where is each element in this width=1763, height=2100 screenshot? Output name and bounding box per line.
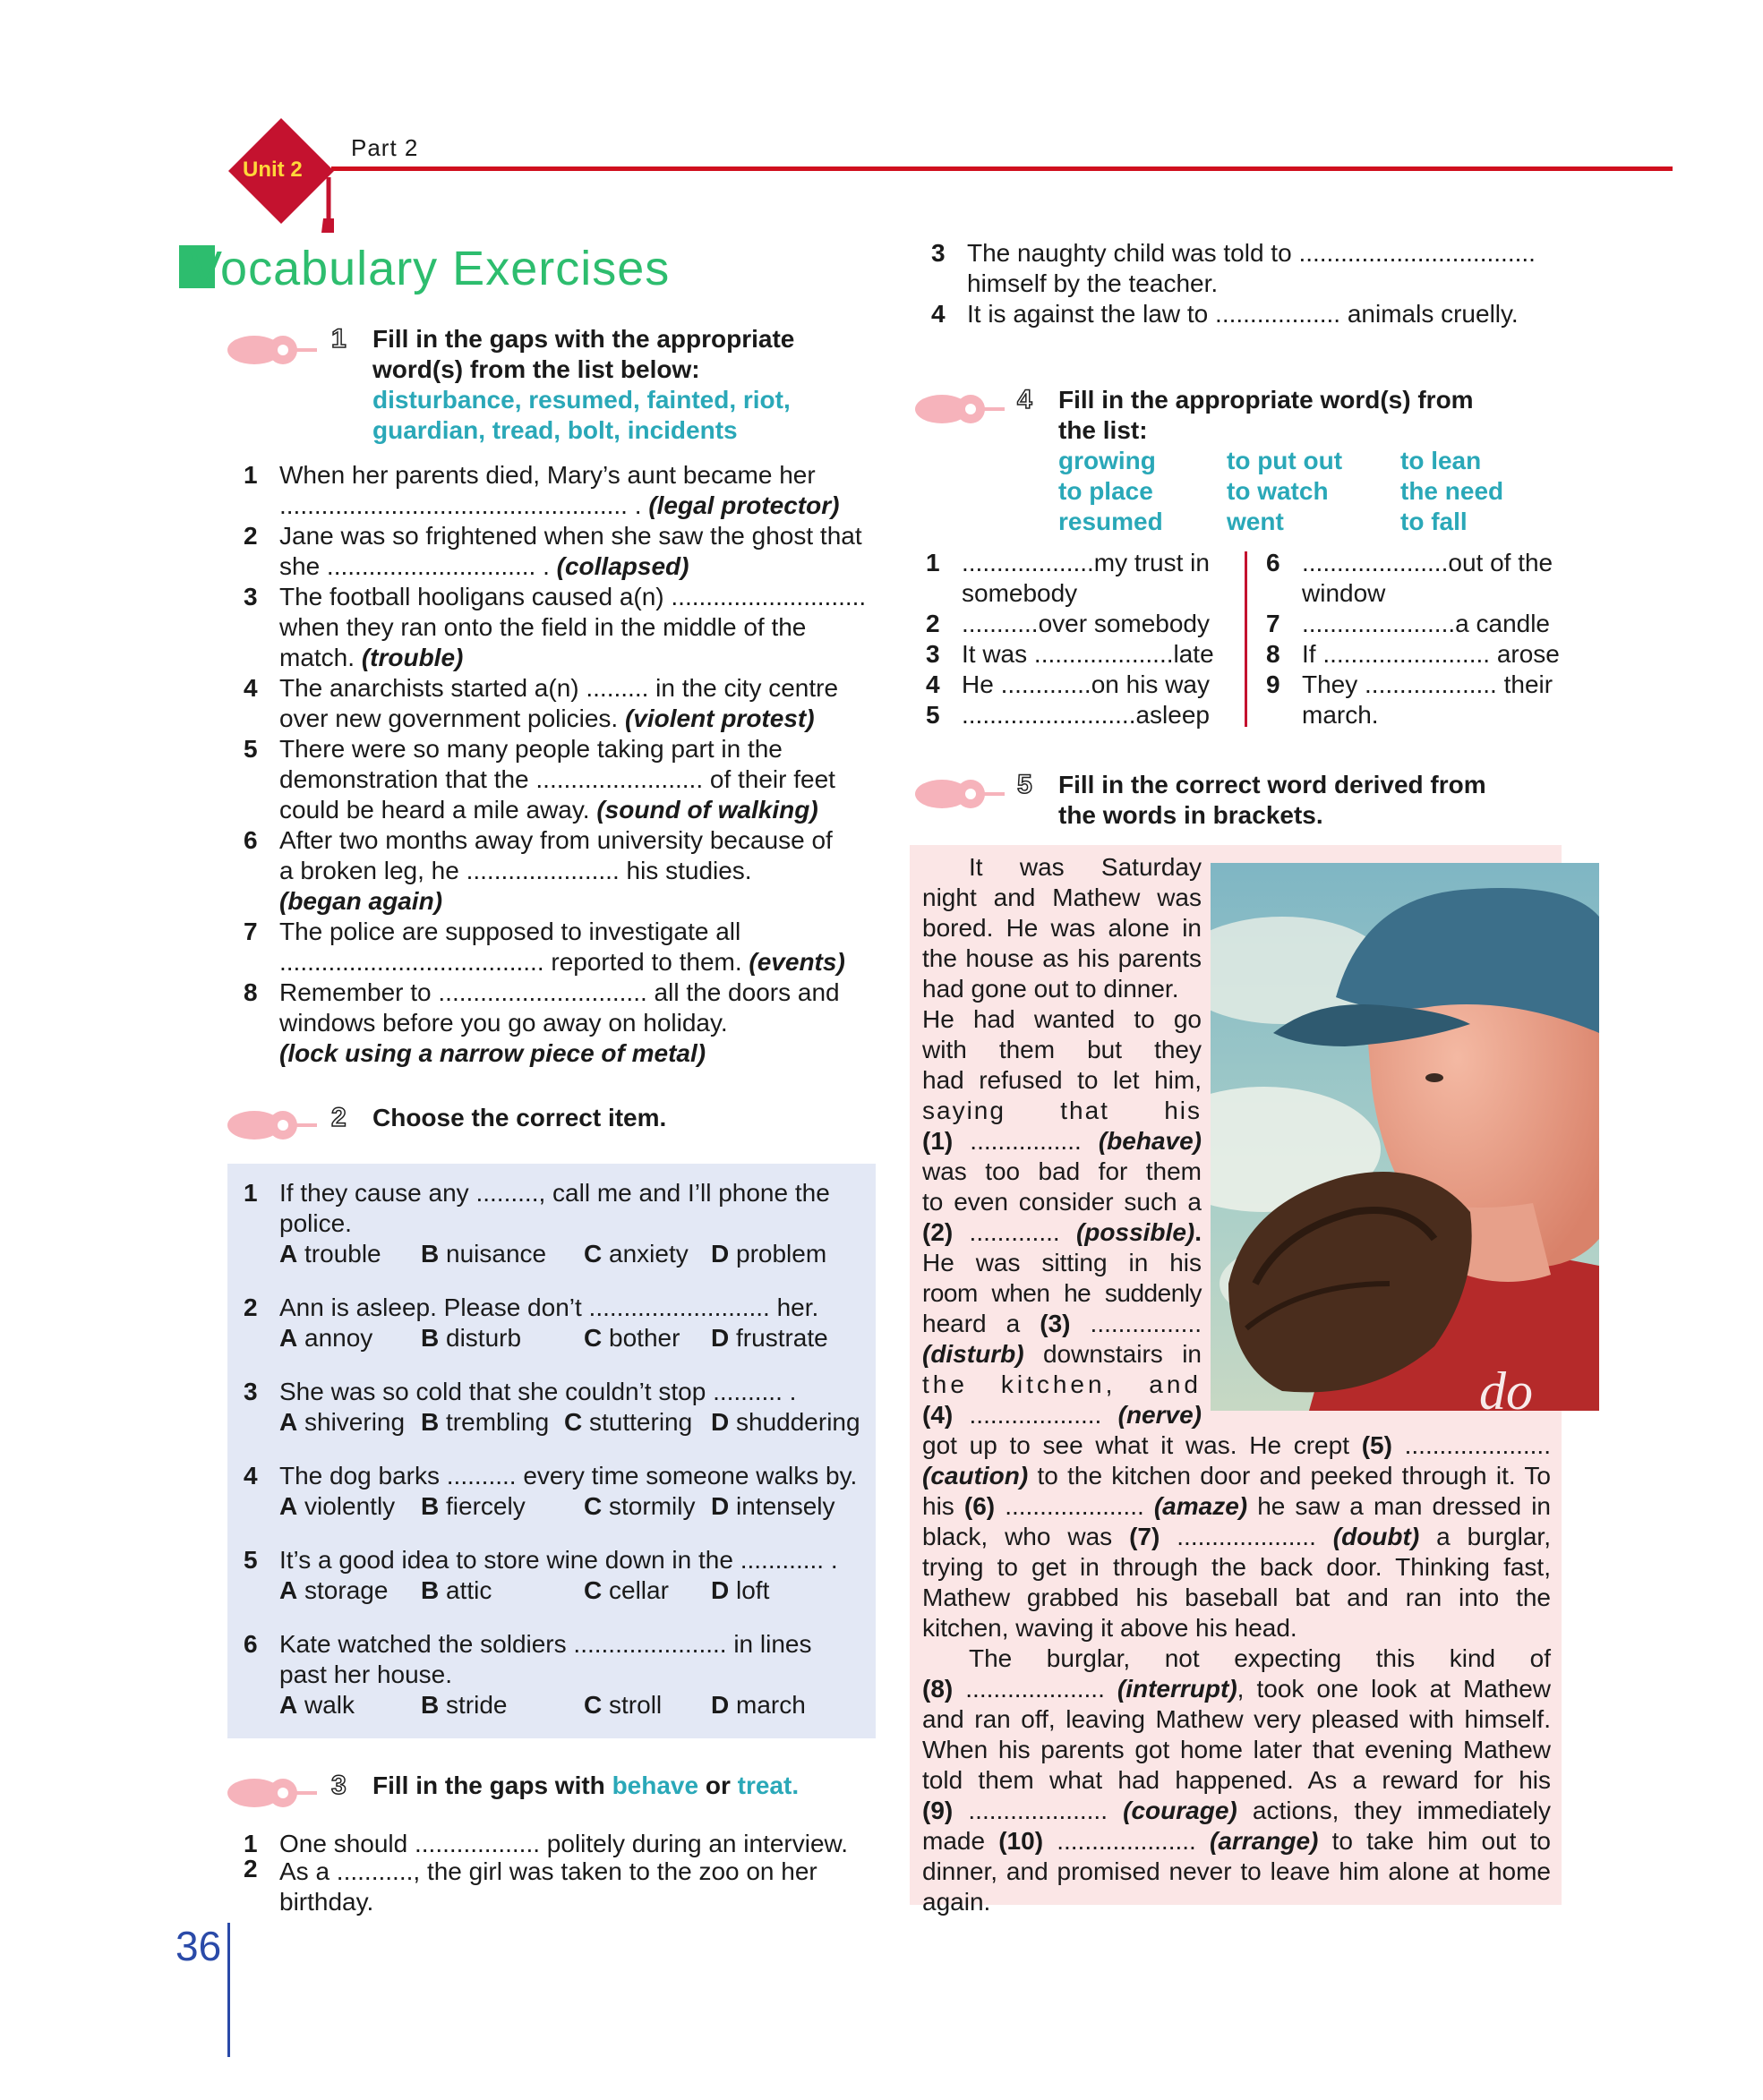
- story-line: [922, 1826, 1551, 1857]
- word: went: [1227, 508, 1284, 535]
- exercise-4-header: [1017, 385, 1474, 446]
- gap-hint: (disturb): [922, 1340, 1024, 1368]
- gap-number: (3): [1040, 1310, 1071, 1337]
- item-question: past her house.: [279, 1660, 453, 1688]
- option-letter: B: [421, 1691, 440, 1719]
- story-line: [922, 1491, 1551, 1522]
- item-number: 7: [244, 918, 258, 945]
- gap-hint: (interrupt): [1104, 1675, 1237, 1703]
- item-text: over new government policies.: [279, 704, 619, 732]
- option-text: fiercely: [446, 1492, 526, 1520]
- story-text: actions, they immediately: [1237, 1797, 1551, 1824]
- list-item: [244, 917, 877, 977]
- exercise-5-instruction-1: Fill in the correct word derived from: [1058, 771, 1486, 798]
- gap-hint: (nerve): [1101, 1401, 1202, 1429]
- story-line: the kitchen, and: [922, 1370, 1202, 1398]
- option-letter: A: [279, 1691, 298, 1719]
- option-text: cellar: [609, 1576, 669, 1604]
- word-row: [1058, 446, 1560, 476]
- list-item: [244, 582, 877, 673]
- header-rule: [331, 166, 1673, 171]
- exercise-1-list-2: guardian, tread, bolt, incidents: [372, 416, 738, 444]
- gap-hint: (courage): [1107, 1797, 1237, 1824]
- gap-dots: ....................: [1043, 1827, 1196, 1855]
- story-line: [922, 1430, 1551, 1461]
- page-number: 36: [175, 1923, 222, 1969]
- option-text: walk: [304, 1691, 355, 1719]
- item-hint: (began again): [279, 887, 443, 915]
- gap-number: (7): [1129, 1523, 1160, 1550]
- story-text: heard a: [922, 1310, 1040, 1337]
- list-item: [1266, 670, 1570, 730]
- item-text: windows before you go away on holiday.: [279, 1009, 728, 1037]
- option-text: trouble: [304, 1240, 381, 1268]
- exercise-4-instruction-1: Fill in the appropriate word(s) from: [1058, 386, 1474, 414]
- word-row: [1058, 507, 1560, 537]
- story-line: told them what had happened. As a reward for his: [922, 1766, 1551, 1794]
- item-number: 5: [244, 735, 258, 763]
- word: to place: [1058, 477, 1153, 505]
- option-letter: C: [584, 1576, 603, 1604]
- gap-number: (6): [963, 1492, 996, 1520]
- gap-dots: ....................: [953, 1797, 1108, 1824]
- list-item: [926, 639, 1225, 670]
- story-line: saying that his: [922, 1097, 1202, 1124]
- item-hint: (sound of walking): [596, 796, 818, 824]
- option-letter: D: [711, 1576, 730, 1604]
- page-title: Vocabulary Exercises: [190, 242, 671, 295]
- list-item: [244, 1545, 861, 1606]
- story-line: [922, 1522, 1551, 1552]
- option-letter: A: [279, 1492, 298, 1520]
- item-text: demonstration that the ........................ of their feet: [279, 765, 835, 793]
- item-question: police.: [279, 1209, 352, 1237]
- story-wide-column: [922, 1430, 1551, 1917]
- option-letter: B: [421, 1576, 440, 1604]
- list-item: [244, 1857, 877, 1917]
- item-number: 2: [244, 522, 258, 550]
- punctuation: .: [1194, 1218, 1202, 1246]
- unit-label: Unit 2: [243, 158, 303, 182]
- item-text: she .............................. .: [279, 552, 550, 580]
- item-text: The naughty child was told to ..................................: [967, 239, 1536, 267]
- list-item: [926, 548, 1225, 609]
- exercise-1-marker: [227, 328, 317, 377]
- option-letter: C: [584, 1324, 603, 1352]
- item-number: 4: [926, 670, 940, 698]
- exercise-3-word-1: behave: [612, 1771, 699, 1799]
- story-line: [922, 1339, 1202, 1370]
- story-line: dinner, and promised never to leave him alone at home: [922, 1857, 1551, 1885]
- word: to lean: [1400, 447, 1482, 474]
- item-text: When her parents died, Mary’s aunt became her: [279, 461, 816, 489]
- gap-dots: .............: [953, 1218, 1060, 1246]
- item-text: It was ....................late: [962, 640, 1214, 668]
- list-item: [244, 673, 877, 734]
- option-letter: A: [279, 1408, 298, 1436]
- item-text: Remember to .............................. all the doors and: [279, 978, 840, 1006]
- gap-hint: (caution): [922, 1462, 1029, 1490]
- story-line: The burglar, not expecting this kind of: [969, 1644, 1551, 1672]
- option-text: stride: [446, 1691, 508, 1719]
- option-letter: A: [279, 1240, 298, 1268]
- item-text: The anarchists started a(n) ......... in the city centre: [279, 674, 839, 702]
- option-letter: B: [421, 1492, 440, 1520]
- story-narrow-column: [922, 852, 1202, 1430]
- option-text: problem: [736, 1240, 827, 1268]
- unit-badge: [228, 118, 334, 224]
- item-question: It’s a good idea to store wine down in the ............ .: [279, 1546, 838, 1574]
- story-line: bored. He was alone in: [922, 914, 1202, 942]
- story-line: to even consider such a: [922, 1188, 1202, 1216]
- exercise-3-instruction: Fill in the gaps with: [372, 1771, 605, 1799]
- exercise-3-header: [331, 1771, 799, 1801]
- item-number: 1: [926, 549, 940, 576]
- story-line: When his parents got home later that evening Mathew: [922, 1736, 1551, 1763]
- story-line: with them but they: [922, 1036, 1202, 1063]
- list-item: [931, 238, 1576, 299]
- item-text: .....................out of the: [1302, 549, 1553, 576]
- item-text: One should .................. politely during an interview.: [279, 1830, 848, 1857]
- item-hint: (violent protest): [624, 704, 815, 732]
- story-line: [922, 1400, 1202, 1430]
- exercise-5-header: [1017, 770, 1486, 831]
- option-letter: C: [584, 1691, 603, 1719]
- gap-hint: (arrange): [1195, 1827, 1319, 1855]
- item-text: ...................my trust in: [962, 549, 1210, 576]
- item-number: 3: [931, 239, 946, 267]
- story-text: downstairs in: [1023, 1340, 1202, 1368]
- item-number: 4: [931, 300, 946, 328]
- story-text: his: [922, 1492, 964, 1520]
- list-item: [244, 977, 877, 1069]
- exercise-1-items: [244, 460, 877, 1069]
- item-question: Kate watched the soldiers ...................... in lines: [279, 1630, 812, 1658]
- option-text: stormily: [609, 1492, 696, 1520]
- gap-dots: ....................: [995, 1492, 1144, 1520]
- option-text: bother: [609, 1324, 680, 1352]
- gap-dots: ................: [1070, 1310, 1202, 1337]
- option-text: march: [736, 1691, 806, 1719]
- list-item: [1266, 639, 1570, 670]
- list-item: [244, 1293, 861, 1353]
- page-number-rule: [227, 1923, 230, 2057]
- option-text: anxiety: [609, 1240, 689, 1268]
- item-question: The dog barks .......... every time someone walks by.: [279, 1462, 858, 1490]
- list-item: [244, 1377, 861, 1438]
- item-text: There were so many people taking part in the: [279, 735, 783, 763]
- option-text: shivering: [304, 1408, 406, 1436]
- item-number: 4: [244, 674, 258, 702]
- list-item: [1266, 609, 1570, 639]
- story-text: , took one look at Mathew: [1237, 1675, 1552, 1703]
- item-text: march.: [1302, 701, 1379, 729]
- word: resumed: [1058, 508, 1163, 535]
- story-line: and ran off, leaving Mathew very pleased with himself.: [922, 1705, 1551, 1733]
- item-options: [279, 1690, 861, 1720]
- exercise-5-marker: [915, 772, 1005, 821]
- gap-hint: (behave): [1081, 1127, 1202, 1155]
- story-line: had gone out to dinner.: [922, 975, 1179, 1003]
- story-line: It was Saturday: [969, 853, 1202, 881]
- item-number: 3: [244, 1378, 258, 1405]
- option-letter: B: [421, 1408, 440, 1436]
- item-hint: (collapsed): [556, 552, 689, 580]
- option-letter: D: [711, 1492, 730, 1520]
- exercise-1-instruction-2: word(s) from the list below:: [372, 355, 700, 383]
- item-text: ...................................... reported to them.: [279, 948, 742, 976]
- exercise-2-header: [331, 1103, 666, 1133]
- story-line: [922, 1217, 1202, 1248]
- item-question: She was so cold that she couldn’t stop .......... .: [279, 1378, 797, 1405]
- exercise-2-items: [244, 1178, 861, 1720]
- gap-number: (10): [998, 1827, 1044, 1855]
- story-line: the house as his parents: [922, 944, 1202, 972]
- option-letter: B: [421, 1324, 440, 1352]
- exercise-2-marker: [227, 1103, 317, 1152]
- exercise-4-marker: [915, 387, 1005, 436]
- item-number: 2: [244, 1855, 258, 1882]
- item-options: [279, 1407, 861, 1438]
- part-label: Part 2: [351, 134, 419, 161]
- item-text: If ........................ arose: [1302, 640, 1560, 668]
- item-number: 3: [926, 640, 940, 668]
- item-number: 9: [1266, 670, 1280, 698]
- story-line: Mathew grabbed his baseball bat and ran into the: [922, 1584, 1551, 1611]
- option-text: trembling: [446, 1408, 550, 1436]
- word: to put out: [1227, 447, 1343, 474]
- boy-with-baseball-glove-photo: [1211, 863, 1599, 1411]
- exercise-5-instruction-2: the words in brackets.: [1058, 801, 1323, 829]
- item-number: 4: [244, 1462, 258, 1490]
- gap-dots: ....................: [1160, 1523, 1316, 1550]
- item-text: match.: [279, 644, 355, 671]
- exercise-3-number: 3: [331, 1771, 347, 1800]
- list-item: [244, 1629, 861, 1720]
- gap-number: (1): [922, 1127, 954, 1155]
- option-letter: D: [711, 1691, 730, 1719]
- item-text: somebody: [962, 579, 1078, 607]
- story-line: trying to get in through the back door. Thinking fast,: [922, 1553, 1551, 1581]
- item-text: He .............on his way: [962, 670, 1210, 698]
- exercise-2-instruction: Choose the correct item.: [372, 1104, 667, 1131]
- exercise-3-items-left: [244, 1831, 877, 1917]
- item-number: 6: [244, 826, 258, 854]
- option-text: attic: [446, 1576, 492, 1604]
- option-text: shuddering: [736, 1408, 860, 1436]
- story-line: [922, 1674, 1551, 1704]
- item-hint: (lock using a narrow piece of metal): [279, 1039, 706, 1067]
- item-text: The football hooligans caused a(n) ............................: [279, 583, 867, 610]
- story-line: had refused to let him,: [922, 1066, 1202, 1094]
- svg-text:do: do: [1479, 1362, 1533, 1411]
- option-text: storage: [304, 1576, 389, 1604]
- exercise-3-items-right: [931, 238, 1576, 329]
- item-options: [279, 1239, 861, 1269]
- list-item: [926, 670, 1225, 700]
- item-number: 5: [926, 701, 940, 729]
- gap-number: (2): [922, 1218, 954, 1246]
- list-item: [926, 609, 1225, 639]
- exercise-1-list-1: disturbance, resumed, fainted, riot,: [372, 386, 791, 414]
- item-question: Ann is asleep. Please don’t .......................... her.: [279, 1293, 819, 1321]
- list-item: [1266, 548, 1570, 609]
- option-text: frustrate: [736, 1324, 828, 1352]
- item-options: [279, 1491, 861, 1522]
- gap-dots: ....................: [953, 1675, 1105, 1703]
- item-text: It is against the law to .................. animals cruelly.: [967, 300, 1519, 328]
- story-line: kitchen, waving it above his head.: [922, 1614, 1297, 1642]
- gap-dots: ................: [953, 1127, 1082, 1155]
- gap-hint: (amaze): [1143, 1492, 1248, 1520]
- item-hint: (trouble): [361, 644, 464, 671]
- item-text: ......................a candle: [1302, 610, 1551, 637]
- word-row: [1058, 476, 1560, 507]
- list-item: [244, 1461, 861, 1522]
- story-text: he saw a man dressed in: [1247, 1492, 1551, 1520]
- item-text: himself by the teacher.: [967, 269, 1219, 297]
- exercise-2-number: 2: [331, 1103, 347, 1132]
- story-text: to the kitchen door and peeked through it. To: [1028, 1462, 1551, 1490]
- story-line: [922, 1461, 1551, 1491]
- item-number: 2: [926, 610, 940, 637]
- exercise-4-word-list: [1058, 446, 1560, 537]
- exercise-4-instruction-2: the list:: [1058, 416, 1148, 444]
- option-text: nuisance: [446, 1240, 547, 1268]
- option-letter: D: [711, 1324, 730, 1352]
- gap-dots: ...................: [953, 1401, 1102, 1429]
- exercise-4-left-column: [926, 548, 1225, 730]
- option-letter: C: [584, 1240, 603, 1268]
- word: the need: [1400, 477, 1504, 505]
- gap-number: (9): [922, 1797, 954, 1824]
- list-item: [244, 1831, 877, 1857]
- item-text: The police are supposed to investigate all: [279, 918, 741, 945]
- story-line: [922, 1309, 1202, 1339]
- story-text: black, who was: [922, 1523, 1130, 1550]
- option-letter: A: [279, 1324, 298, 1352]
- story-line: was too bad for them: [922, 1157, 1202, 1185]
- exercise-3-marker: [227, 1771, 317, 1820]
- item-number: 1: [244, 1179, 258, 1207]
- exercise-1-number: 1: [331, 324, 347, 354]
- item-number: 1: [244, 1830, 258, 1857]
- list-item: [244, 460, 877, 521]
- item-text: They ................... their: [1302, 670, 1553, 698]
- gap-number: (4): [922, 1401, 954, 1429]
- item-question: If they cause any ........., call me and I’ll phone the: [279, 1179, 830, 1207]
- story-line: room when he suddenly: [922, 1279, 1202, 1307]
- story-line: [922, 1126, 1202, 1157]
- story-line: He had wanted to go: [922, 1005, 1202, 1033]
- option-letter: D: [711, 1408, 730, 1436]
- item-number: 3: [244, 583, 258, 610]
- gap-number: (5): [1361, 1431, 1392, 1459]
- story-line: [922, 1796, 1551, 1826]
- exercise-3-word-2: treat.: [737, 1771, 800, 1799]
- item-text: when they ran onto the field in the middle of the: [279, 613, 807, 641]
- exercise-4-number: 4: [1017, 385, 1032, 414]
- gap-hint: (possible): [1059, 1218, 1195, 1246]
- option-letter: A: [279, 1576, 298, 1604]
- exercise-1-header: [331, 324, 794, 446]
- option-letter: C: [584, 1492, 603, 1520]
- list-item: [931, 299, 1576, 329]
- exercise-1-instruction-1: Fill in the gaps with the appropriate: [372, 325, 795, 353]
- word: to fall: [1400, 508, 1468, 535]
- item-text: .................................................. .: [279, 491, 642, 519]
- option-text: intensely: [736, 1492, 835, 1520]
- list-item: [244, 521, 877, 582]
- story-text: made: [922, 1827, 999, 1855]
- item-text: As a ..........., the girl was taken to the zoo on her: [279, 1857, 817, 1885]
- option-letter: D: [711, 1240, 730, 1268]
- exercise-4-right-column: [1266, 548, 1570, 730]
- item-hint: (events): [749, 948, 845, 976]
- exercise-4-divider: [1245, 551, 1247, 727]
- gap-number: (8): [922, 1675, 954, 1703]
- item-number: 8: [1266, 640, 1280, 668]
- item-number: 6: [1266, 549, 1280, 576]
- item-number: 2: [244, 1293, 258, 1321]
- option-text: disturb: [446, 1324, 522, 1352]
- photo-illustration: [1211, 863, 1599, 1411]
- item-text: .........................asleep: [962, 701, 1210, 729]
- option-letter: B: [421, 1240, 440, 1268]
- option-text: stroll: [609, 1691, 663, 1719]
- list-item: [244, 825, 877, 917]
- story-text: to take him out to: [1318, 1827, 1551, 1855]
- item-text: After two months away from university because of: [279, 826, 833, 854]
- word: to watch: [1227, 477, 1329, 505]
- option-text: loft: [736, 1576, 770, 1604]
- gap-dots: .....................: [1391, 1431, 1551, 1459]
- option-text: stuttering: [589, 1408, 693, 1436]
- item-number: 1: [244, 461, 258, 489]
- story-text: a burglar,: [1419, 1523, 1551, 1550]
- item-number: 7: [1266, 610, 1280, 637]
- story-line: He was sitting in his: [922, 1249, 1202, 1276]
- list-item: [926, 700, 1225, 730]
- item-number: 8: [244, 978, 258, 1006]
- item-text: a broken leg, he ...................... his studies.: [279, 857, 752, 884]
- item-options: [279, 1575, 861, 1606]
- item-text: ...........over somebody: [962, 610, 1211, 637]
- story-line: again.: [922, 1888, 991, 1916]
- list-item: [244, 734, 877, 825]
- item-text: birthday.: [279, 1888, 374, 1916]
- item-text: Jane was so frightened when she saw the ghost that: [279, 522, 862, 550]
- item-number: 6: [244, 1630, 258, 1658]
- option-letter: C: [564, 1408, 583, 1436]
- option-text: violently: [304, 1492, 396, 1520]
- exercise-5-number: 5: [1017, 770, 1032, 799]
- gap-hint: (doubt): [1315, 1523, 1420, 1550]
- item-number: 5: [244, 1546, 258, 1574]
- list-item: [244, 1178, 861, 1269]
- story-line: night and Mathew was: [922, 884, 1202, 911]
- item-options: [279, 1323, 861, 1353]
- story-text: got up to see what it was. He crept: [922, 1431, 1362, 1459]
- exercise-3-or: or: [705, 1771, 731, 1799]
- item-text: could be heard a mile away.: [279, 796, 590, 824]
- item-hint: (legal protector): [648, 491, 840, 519]
- word: growing: [1058, 447, 1156, 474]
- option-text: annoy: [304, 1324, 373, 1352]
- item-text: window: [1302, 579, 1386, 607]
